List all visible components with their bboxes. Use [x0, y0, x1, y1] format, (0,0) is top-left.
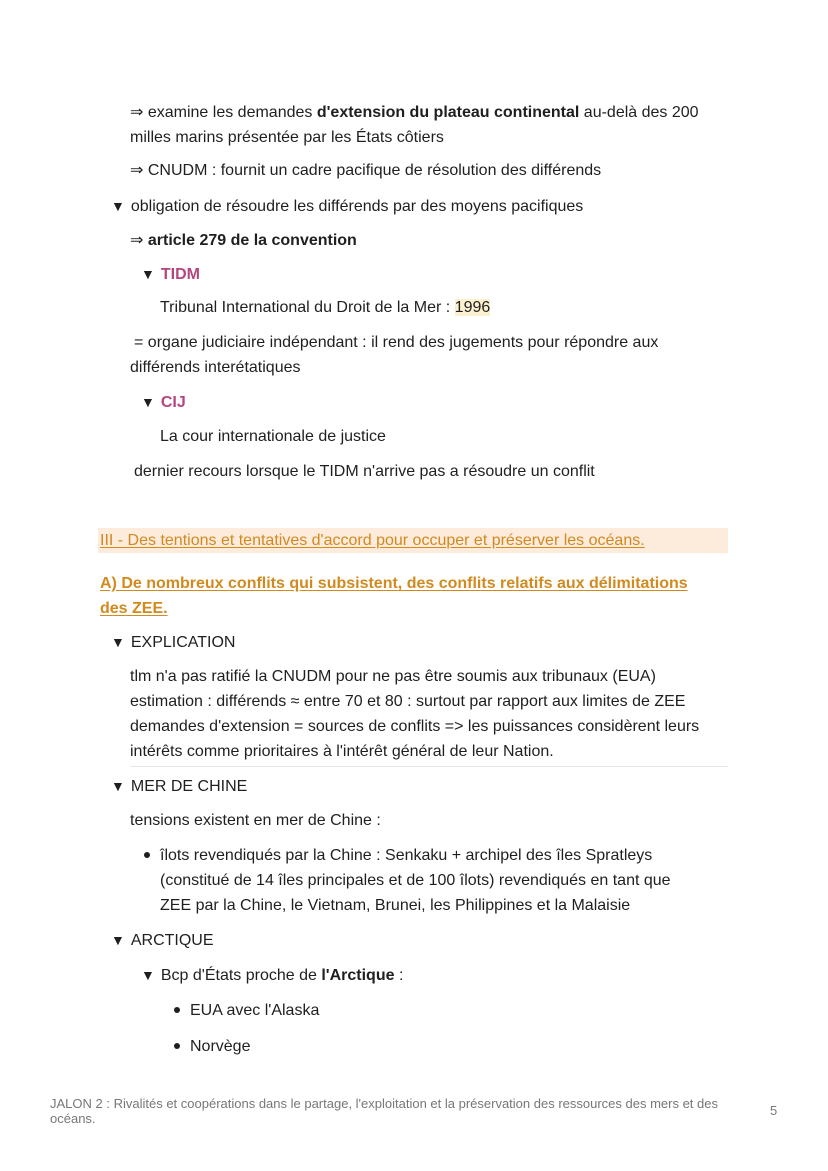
toggle-obligation[interactable]: [111, 194, 583, 219]
triangle-down-icon: ▼: [141, 967, 155, 983]
bullet-icon: [174, 1043, 180, 1049]
subsection-heading-2[interactable]: [100, 596, 168, 621]
arrow-icon: ⇒: [130, 104, 144, 121]
text: Tribunal International du Droit de la Mer :: [160, 299, 455, 316]
triangle-down-icon: ▼: [111, 634, 125, 650]
triangle-down-icon: ▼: [111, 198, 125, 214]
triangle-down-icon: ▼: [141, 394, 155, 410]
bold-text: l'Arctique: [321, 967, 395, 984]
highlighted-year: 1996: [454, 299, 491, 316]
line-organe-1: = organe judiciaire indépendant : il rend des jugements pour répondre aux: [134, 334, 659, 351]
toggle-label: CIJ: [160, 394, 186, 411]
chine-bullet-line: ZEE par la Chine, le Vietnam, Brunei, les Philippines et la Malaisie: [160, 897, 631, 914]
toggle-label: obligation de résoudre les différends par des moyens pacifiques: [130, 198, 584, 215]
explication-line: intérêts comme prioritaires à l'intérêt général de leur Nation.: [130, 743, 554, 760]
text: :: [394, 967, 404, 984]
line-cnudm: ⇒ CNUDM : fournit un cadre pacifique de résolution des différends: [130, 162, 602, 179]
text: examine les demandes: [143, 104, 317, 121]
bullet-icon: [174, 1007, 180, 1013]
toggle-label: ARCTIQUE: [130, 932, 214, 949]
section-heading[interactable]: [100, 528, 645, 553]
triangle-down-icon: ▼: [141, 266, 155, 282]
section-heading-link[interactable]: III - Des tentions et tentatives d'accord pour occuper et préserver les océans.: [100, 532, 645, 549]
triangle-down-icon: ▼: [111, 778, 125, 794]
text: au-delà des 200: [579, 104, 699, 121]
line-plateau-2: milles marins présentée par les États côtiers: [130, 129, 444, 146]
bold-text: d'extension du plateau continental: [316, 104, 580, 121]
toggle-explication[interactable]: [111, 630, 235, 655]
toggle-arctique[interactable]: [111, 928, 214, 953]
chine-bullet-line: îlots revendiqués par la Chine : Senkaku + archipel des îles Spratleys: [160, 847, 653, 864]
toggle-cij[interactable]: [141, 390, 186, 415]
explication-line: estimation : différends ≈ entre 70 et 80 : surtout par rapport aux limites de ZEE: [130, 693, 686, 710]
page-footer: JALON 2 : Rivalités et coopérations dans le partage, l'exploitation et la préservation des ressources des mers et des océans.: [50, 1096, 718, 1126]
page-number: 5: [770, 1103, 778, 1118]
toggle-label: TIDM: [160, 266, 200, 283]
chine-intro: tensions existent en mer de Chine :: [130, 812, 381, 829]
line-plateau-1: [130, 100, 699, 125]
chine-bullet-line: (constitué de 14 îles principales et de 100 îlots) revendiqués en tant que: [160, 872, 671, 889]
subsection-link[interactable]: A) De nombreux conflits qui subsistent, des conflits relatifs aux délimitations: [100, 575, 688, 592]
triangle-down-icon: ▼: [111, 932, 125, 948]
explication-line: tlm n'a pas ratifié la CNUDM pour ne pas être soumis aux tribunaux (EUA): [130, 668, 656, 685]
toggle-label: MER DE CHINE: [130, 778, 248, 795]
bold-text: article 279 de la convention: [147, 232, 357, 249]
tidm-text: [160, 295, 490, 320]
toggle-tidm[interactable]: [141, 262, 200, 287]
line-organe-2: différends interétatiques: [130, 359, 301, 376]
bullet-icon: [144, 852, 150, 858]
line-dernier-recours: dernier recours lorsque le TIDM n'arrive pas a résoudre un conflit: [134, 463, 595, 480]
divider: [130, 766, 728, 767]
subsection-link[interactable]: des ZEE.: [100, 600, 168, 617]
line-article: [130, 228, 357, 253]
toggle-arctique-etats[interactable]: [141, 963, 403, 988]
arrow-icon: ⇒: [130, 232, 144, 249]
toggle-label: EXPLICATION: [130, 634, 236, 651]
cij-text: La cour internationale de justice: [160, 428, 386, 445]
explication-line: demandes d'extension = sources de conflits => les puissances considèrent leurs: [130, 718, 700, 735]
arctique-item: EUA avec l'Alaska: [190, 1002, 320, 1019]
arctique-item: Norvège: [190, 1038, 251, 1055]
text: Bcp d'États proche de: [160, 967, 322, 984]
subsection-heading-1[interactable]: [100, 571, 688, 596]
toggle-mer-de-chine[interactable]: [111, 774, 247, 799]
